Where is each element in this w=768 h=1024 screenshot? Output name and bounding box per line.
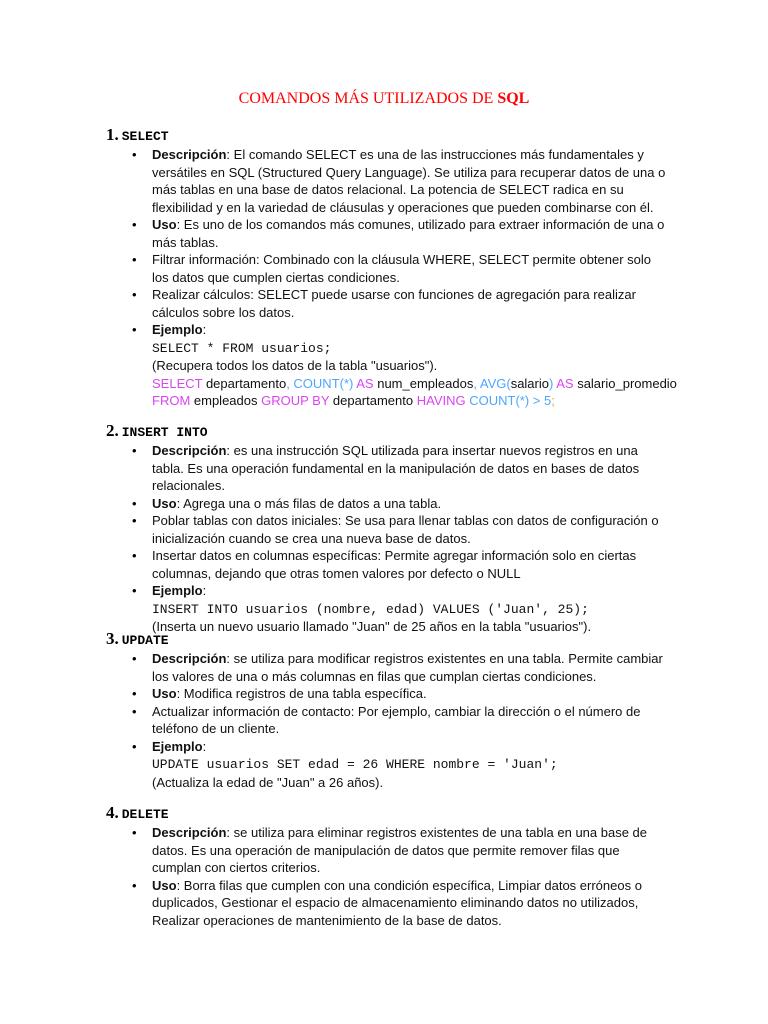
item-text: Actualizar información de contacto: Por ejemplo, cambiar la dirección o el número de teléfono de un cliente. <box>152 703 641 736</box>
sql-token: COUNT(*) <box>293 375 354 391</box>
item-text: : <box>202 322 207 337</box>
section-name: DELETE <box>121 807 169 822</box>
title-sql: SQL <box>497 90 530 107</box>
list-item <box>106 877 666 930</box>
item-text: : se utiliza para eliminar registros existentes de una tabla en una base de datos. Es una operación de manipulación de datos que permite remover filas que cumplan con ciertos criterios. <box>152 825 648 875</box>
list-item <box>106 321 677 410</box>
section-number: 3. <box>106 629 119 648</box>
section-insert-into <box>106 420 666 636</box>
section-number: 2. <box>106 421 119 440</box>
item-text: : Agrega una o más filas de datos a una tabla. <box>176 495 442 511</box>
section-select <box>106 124 677 410</box>
item-text: Insertar datos en columnas específicas: Permite agregar información solo en ciertas columnas, dejando que otras tomen valores por defecto o NULL <box>152 548 637 581</box>
sql-token: GROUP BY <box>261 393 330 408</box>
section-list <box>106 146 677 410</box>
item-label: Descripción <box>152 147 227 162</box>
list-item <box>106 216 666 251</box>
sql-token: AS <box>553 375 574 391</box>
section-name: UPDATE <box>121 633 169 648</box>
document-title <box>0 90 768 108</box>
sql-line-2 <box>152 393 555 408</box>
section-list <box>106 824 666 929</box>
section-heading <box>106 802 666 824</box>
example-note: (Recupera todos los datos de la tabla "usuarios"). <box>152 358 438 373</box>
list-item <box>106 512 666 547</box>
sql-token: salario_promedio <box>573 375 677 391</box>
list-item <box>106 286 666 321</box>
sql-token: departamento <box>202 375 287 391</box>
sql-token: SELECT <box>152 375 203 391</box>
item-text: : Borra filas que cumplen con una condición específica, Limpiar datos erróneos o duplicados, Gestionar el espacio de almacenamiento eliminando datos no utilizados, Realizar operaciones de mantenimiento de la base de datos. <box>152 877 642 928</box>
section-number: 4. <box>106 803 119 822</box>
item-label: Ejemplo <box>152 322 203 337</box>
sql-token: salario <box>510 375 549 391</box>
section-heading <box>106 124 666 146</box>
example-note: (Actualiza la edad de "Juan" a 26 años). <box>152 774 384 790</box>
title-main: COMANDOS MÁS UTILIZADOS DE <box>238 90 498 107</box>
sql-token: empleados <box>190 393 262 408</box>
item-label: Ejemplo <box>152 583 203 598</box>
list-item <box>106 146 666 216</box>
item-label: Ejemplo <box>152 738 203 754</box>
item-label: Descripción <box>152 443 227 458</box>
item-text: : es una instrucción SQL utilizada para insertar nuevos registros en una tabla. Es una operación fundamental en la manipulación de datos en bases de datos relacionales. <box>152 443 640 493</box>
list-item <box>106 738 666 792</box>
sql-token: ; <box>551 393 555 408</box>
item-text: Realizar cálculos: SELECT puede usarse con funciones de agregación para realizar cálculos sobre los datos. <box>152 287 636 320</box>
item-label: Descripción <box>152 825 227 840</box>
sql-token: AS <box>353 375 374 391</box>
item-text: Poblar tablas con datos iniciales: Se usa para llenar tablas con datos de configuración o inicialización cuando se crea una nueva base de datos. <box>152 513 659 546</box>
sql-token: COUNT(*) <box>465 393 530 408</box>
section-list <box>106 442 666 636</box>
sql-token: HAVING <box>416 393 466 408</box>
sql-token: num_empleados <box>373 375 474 391</box>
item-text: : El comando SELECT es una de las instrucciones más fundamentales y versátiles en SQL (Structured Query Language). Se utiliza para recuperar datos de una o más tablas en una base de datos relacional. La potencia de SELECT radica en su flexibilidad y en la variedad de cláusulas y operaciones que pueden combinarse con él. <box>152 147 666 215</box>
list-item <box>106 824 666 877</box>
item-label: Descripción <box>152 651 227 666</box>
sql-token: , <box>286 375 294 391</box>
item-text: : Es uno de los comandos más comunes, utilizado para extraer información de una o más tablas. <box>152 217 665 250</box>
item-text: Filtrar información: Combinado con la cláusula WHERE, SELECT permite obtener solo los datos que cumplen ciertas condiciones. <box>152 252 652 285</box>
sql-token: , <box>473 375 480 391</box>
section-list <box>106 650 666 791</box>
section-update <box>106 628 666 791</box>
list-item <box>106 547 666 582</box>
sql-token: FROM <box>152 393 191 408</box>
section-heading <box>106 628 666 650</box>
list-item <box>106 685 666 703</box>
item-text: : se utiliza para modificar registros existentes en una tabla. Permite cambiar los valores de una o más columnas en filas que cumplan ciertas condiciones. <box>152 651 663 684</box>
section-heading <box>106 420 666 442</box>
item-label: Uso <box>152 495 177 511</box>
list-item <box>106 495 666 513</box>
code-example: INSERT INTO usuarios (nombre, edad) VALUES ('Juan', 25); <box>152 601 589 617</box>
list-item <box>106 251 666 286</box>
item-label: Uso <box>152 217 177 232</box>
example-note: (Inserta un nuevo usuario llamado "Juan" de 25 años en la tabla "usuarios"). <box>152 619 592 634</box>
item-text: : <box>202 583 207 598</box>
section-number: 1. <box>106 125 119 144</box>
sql-token: > 5 <box>529 393 552 408</box>
item-label: Uso <box>152 686 177 701</box>
sql-token: departamento <box>329 393 417 408</box>
item-text: : Modifica registros de una tabla específica. <box>176 686 427 701</box>
list-item <box>106 703 666 738</box>
section-delete <box>106 802 666 929</box>
sql-token: ) <box>548 375 554 391</box>
section-name: INSERT INTO <box>121 425 208 440</box>
list-item <box>106 650 666 685</box>
item-text: : <box>202 738 207 754</box>
section-name: SELECT <box>121 129 169 144</box>
code-example: SELECT * FROM usuarios; <box>152 340 332 356</box>
item-label: Uso <box>152 877 177 893</box>
code-example: UPDATE usuarios SET edad = 26 WHERE nombre = 'Juan'; <box>152 757 558 772</box>
sql-line-1 <box>152 376 677 391</box>
sql-token: AVG( <box>479 375 511 391</box>
list-item <box>106 442 666 495</box>
